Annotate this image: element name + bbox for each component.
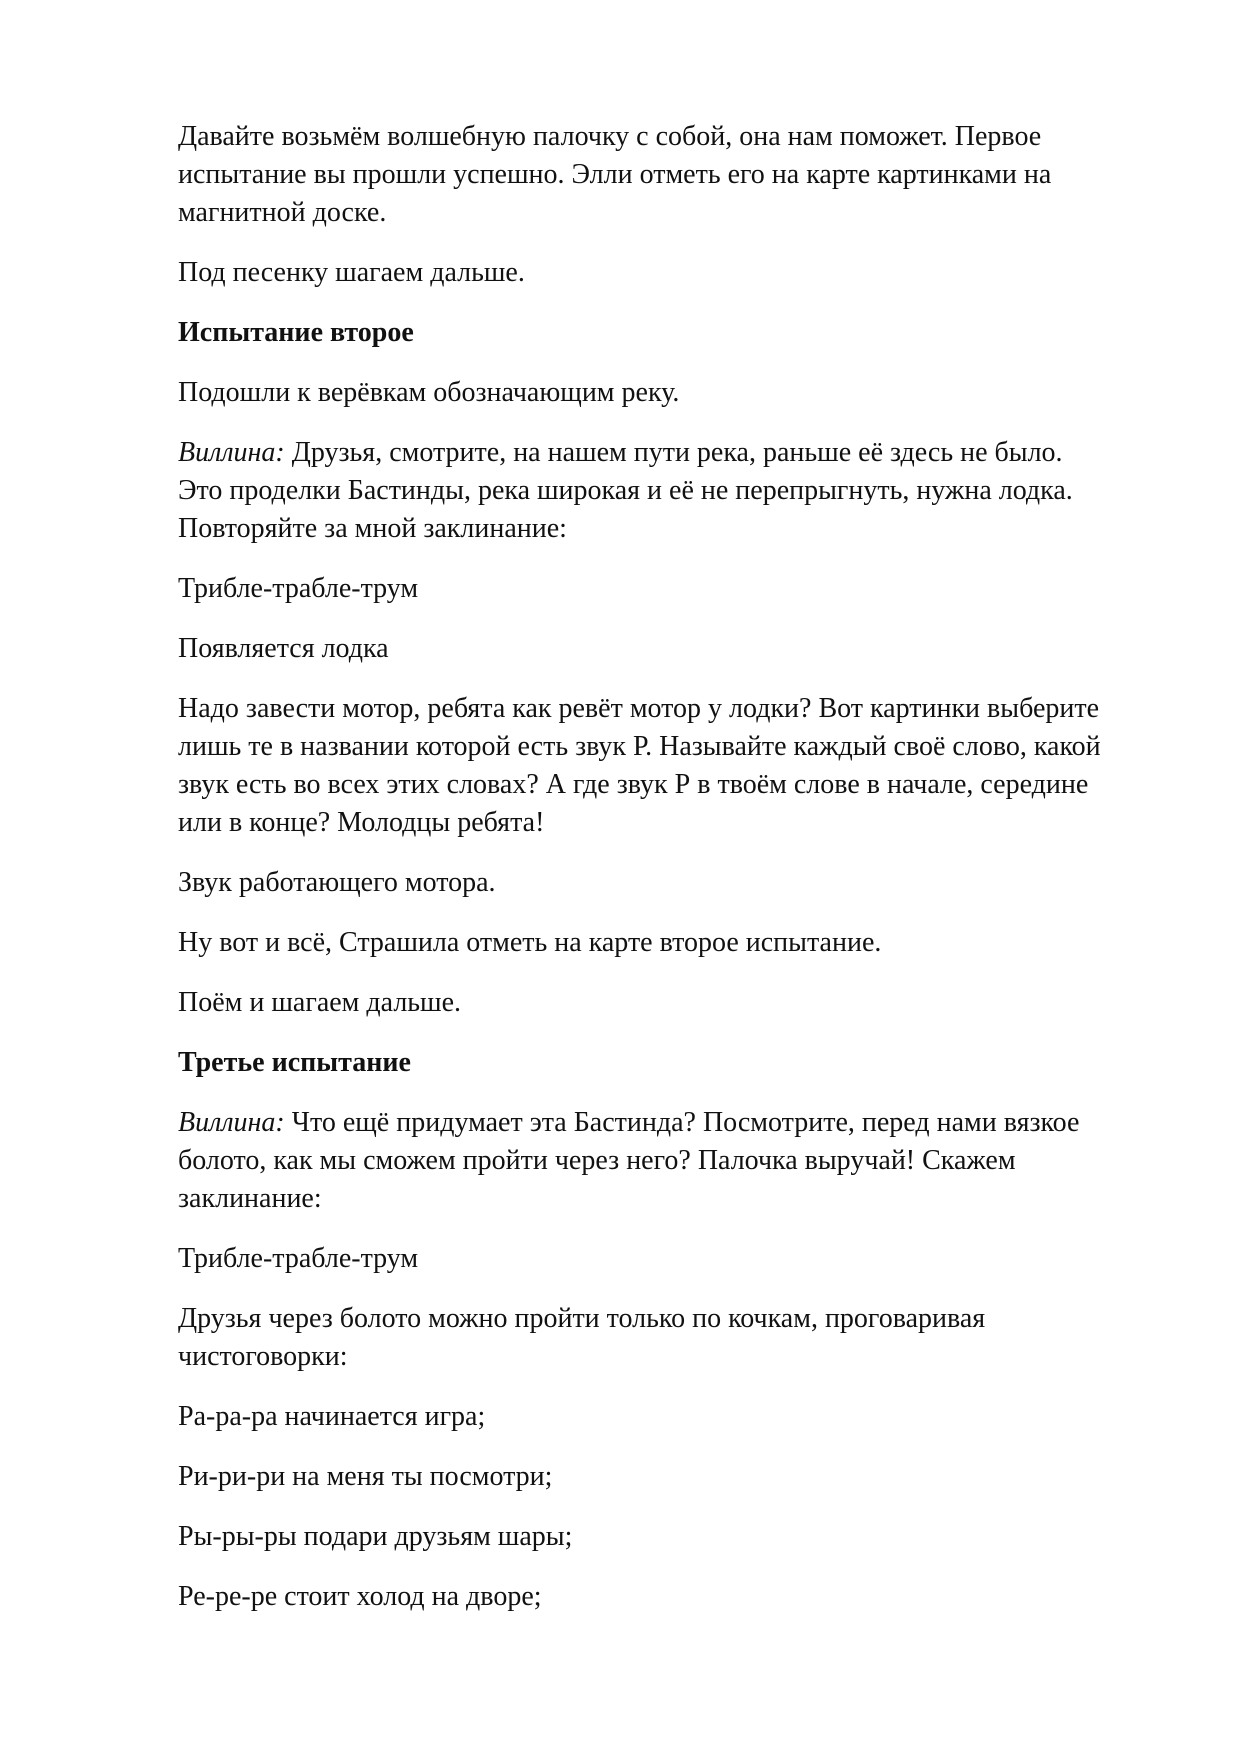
paragraph-1 xyxy=(178,118,1163,232)
text-line: Надо завести мотор, ребята как ревёт мотор у лодки? Вот картинки выберите xyxy=(178,693,1100,724)
paragraph-14: Ра-ра-ра начинается игра; xyxy=(178,1401,486,1432)
document-page xyxy=(178,118,1163,1638)
paragraph-8: Звук работающего мотора. xyxy=(178,867,496,898)
text-line: звук есть во всех этих словах? А где звук Р в твоём слове в начале, середине xyxy=(178,769,1089,800)
text-line: Что ещё придумает эта Бастинда? Посмотрите, перед нами вязкое xyxy=(284,1107,1080,1138)
text-line: болото, как мы сможем пройти через него? Палочка выручай! Скажем xyxy=(178,1145,1016,1176)
paragraph-16: Ры-ры-ры подари друзьям шары; xyxy=(178,1521,573,1552)
paragraph-6: Появляется лодка xyxy=(178,633,389,664)
paragraph-3: Подошли к верёвкам обозначающим реку. xyxy=(178,377,680,408)
paragraph-9: Ну вот и всё, Страшила отметь на карте второе испытание. xyxy=(178,927,882,958)
text-line: чистоговорки: xyxy=(178,1341,348,1372)
speaker-name: Виллина: xyxy=(178,1107,285,1138)
text-line: Это проделки Бастинды, река широкая и её не перепрыгнуть, нужна лодка. xyxy=(178,475,1073,506)
paragraph-10: Поём и шагаем дальше. xyxy=(178,987,462,1018)
paragraph-15: Ри-ри-ри на меня ты посмотри; xyxy=(178,1461,553,1492)
paragraph-11 xyxy=(178,1104,1163,1218)
text-line: испытание вы прошли успешно. Элли отметь его на карте картинками на xyxy=(178,159,1052,190)
text-line: Друзья, смотрите, на нашем пути река, раньше её здесь не было. xyxy=(284,437,1063,468)
section-heading-second-test: Испытание второе xyxy=(178,317,414,348)
text-line: лишь те в названии которой есть звук Р. Называйте каждый своё слово, какой xyxy=(178,731,1101,762)
speaker-name: Виллина: xyxy=(178,437,285,468)
paragraph-13 xyxy=(178,1300,1163,1376)
paragraph-12: Трибле-трабле-трум xyxy=(178,1243,419,1274)
text-line: или в конце? Молодцы ребята! xyxy=(178,807,545,838)
paragraph-7 xyxy=(178,690,1163,842)
text-line: заклинание: xyxy=(178,1183,322,1214)
paragraph-2: Под песенку шагаем дальше. xyxy=(178,257,525,288)
paragraph-17: Ре-ре-ре стоит холод на дворе; xyxy=(178,1581,542,1612)
text-line: магнитной доске. xyxy=(178,197,387,228)
paragraph-4 xyxy=(178,434,1163,548)
text-line: Друзья через болото можно пройти только по кочкам, проговаривая xyxy=(178,1303,986,1334)
text-line: Повторяйте за мной заклинание: xyxy=(178,513,567,544)
paragraph-5: Трибле-трабле-трум xyxy=(178,573,419,604)
text-line: Давайте возьмём волшебную палочку с собой, она нам поможет. Первое xyxy=(178,121,1042,152)
section-heading-third-test: Третье испытание xyxy=(178,1047,411,1078)
